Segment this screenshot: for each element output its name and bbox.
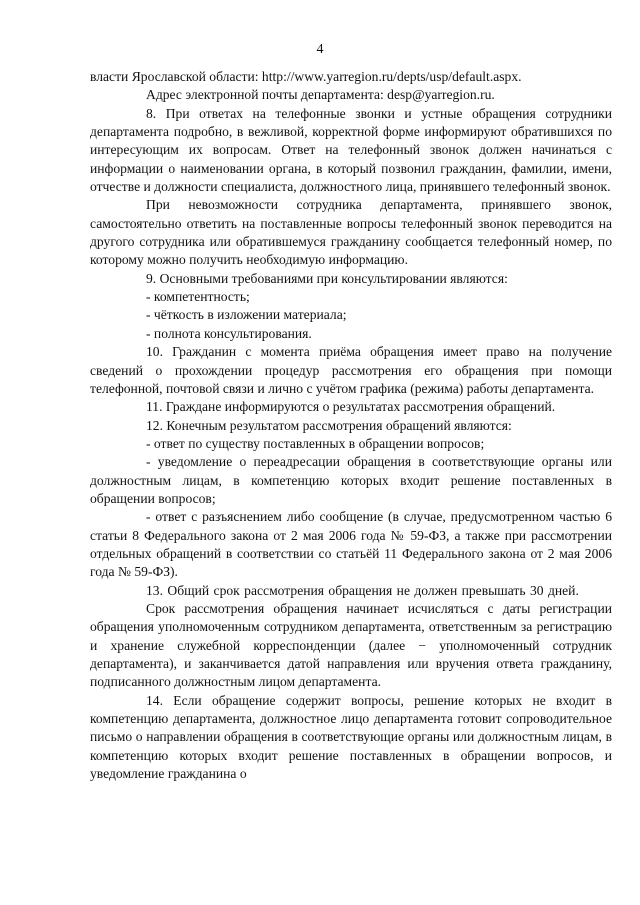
list-item-competence: - компетентность; (146, 289, 250, 305)
paragraph-website: власти Ярославской области: http://www.yarregion.ru/depts/usp/default.aspx. (90, 69, 522, 84)
paragraph-14: 14. Если обращение содержит вопросы, решение которых не входит в компетенцию департамента, должностное лицо департамента готовит сопроводительное письмо о направлении обращения в соответствующие органы или должностным лицам, в компетенцию которых входит решение поставленных в обращении вопросов, и уведомление гражданина о (90, 692, 612, 782)
list-item-completeness: - полнота консультирования. (146, 325, 312, 341)
list-item-clarity: - чёткость в изложении материала; (146, 307, 347, 323)
list-item-answer: - ответ по существу поставленных в обращении вопросов; (146, 435, 485, 451)
paragraph-9: 9. Основными требованиями при консультировании являются: (146, 270, 508, 286)
page-number: 4 (316, 42, 324, 57)
paragraph-10: 10. Гражданин с момента приёма обращения имеет право на получение сведений о прохождении процедур рассмотрения его обращения при помощи телефонной, почтовой связи и лично с учётом графика (режима) работы департамента. (90, 344, 612, 396)
paragraph-13: 13. Общий срок рассмотрения обращения не должен превышать 30 дней. (146, 582, 579, 598)
paragraph-8: 8. При ответах на телефонные звонки и устные обращения сотрудники департамента подробно, в вежливой, корректной форме информируют обратившихся по интересующим их вопросам. Ответ на телефонный звонок должен начинаться с информации о наименовании органа, в который позвонил гражданин, фамилии, имени, отчестве и должности специалиста, должностного лица, принявшего телефонный звонок. (90, 105, 612, 195)
document-body (90, 68, 612, 783)
paragraph-8-continued: При невозможности сотрудника департамента, принявшего звонок, самостоятельно ответить на поставленные вопросы телефонный звонок переводится на другого сотрудника или обратившемуся гражданину сообщается телефонный номер, по которому можно получить необходимую информацию. (90, 197, 612, 268)
list-item-redirect-notice: - уведомление о переадресации обращения в соответствующие органы или должностным лицам, в компетенцию которых входит решение поставленных в обращении вопросов; (90, 454, 612, 506)
paragraph-email: Адрес электронной почты департамента: desp@yarregion.ru. (146, 87, 495, 103)
paragraph-12: 12. Конечным результатом рассмотрения обращений являются: (146, 417, 512, 433)
list-item-explanation: - ответ с разъяснением либо сообщение (в случае, предусмотренном частью 6 статьи 8 Федерального закона от 2 мая 2006 года № 59-ФЗ, а также при рассмотрении отдельных обращений в соответствии со статьёй 11 Федерального закона от 2 мая 2006 года № 59-ФЗ). (90, 509, 612, 580)
paragraph-11: 11. Граждане информируются о результатах рассмотрения обращений. (146, 399, 556, 415)
paragraph-13-term: Срок рассмотрения обращения начинает исчисляться с даты регистрации обращения уполномоченным сотрудником департамента, ответственным за регистрацию и хранение служебной корреспонденции (далее − уполномоченный сотрудник департамента), и заканчивается датой направления или вручения ответа гражданину, подписанного должностным лицом департамента. (90, 600, 612, 690)
